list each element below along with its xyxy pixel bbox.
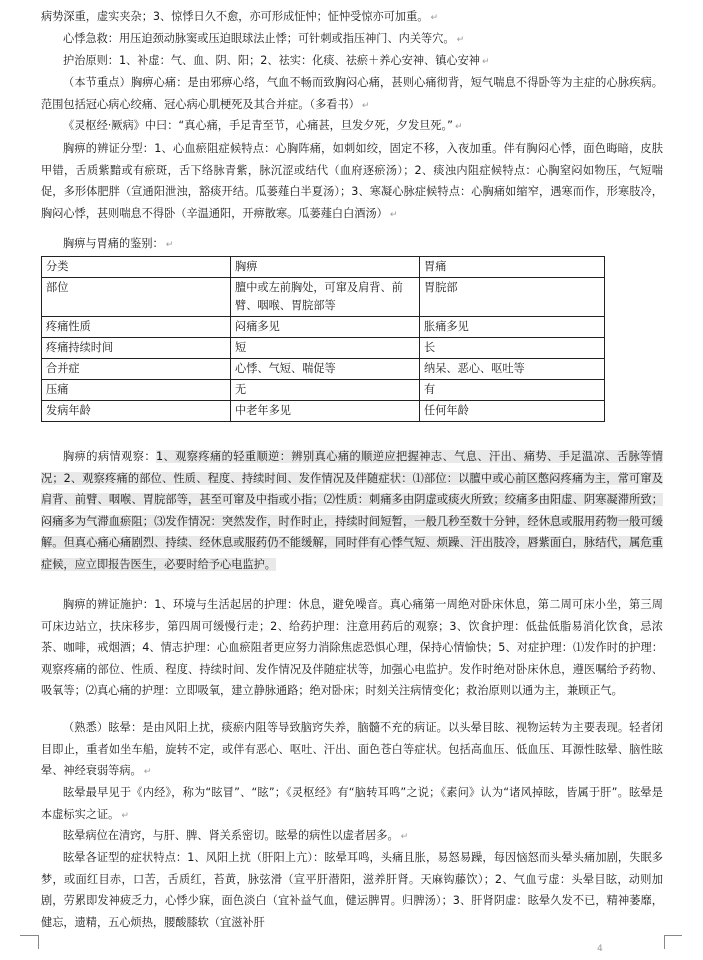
table-cell: 压痛: [42, 380, 231, 401]
paragraph-vertigo-history: 眩晕最早见于《内经》，称为“眩冒”、“眩”；《灵枢经》有“脑转耳鸣”之说；《素问》认为“诸风掉眩，皆属于肝”。眩晕是本虚标实之证。 ↵: [41, 786, 663, 821]
table-header-cell: 胃痛: [420, 257, 605, 278]
table-row: [42, 317, 605, 338]
table-cell: 任何年龄: [420, 401, 605, 422]
paragraph-vertigo: （熟悉）眩晕：是由风阳上扰，痰瘀内阻等导致脑窍失养，脑髓不充的病证。以头晕目眩、视物运转为主要表现。轻者闭目即止，重者如坐车船，旋转不定，或伴有恶心、呕吐、汗出、面色苍白等症状。包括高血压、低血压、耳源性眩晕、脑性眩晕、神经衰弱等病。 ↵: [41, 721, 663, 778]
table-row: [42, 338, 605, 359]
table-cell: 发病年龄: [42, 401, 231, 422]
paragraph-vertigo-types: 眩晕各证型的症状特点：1、风阳上扰（肝阳上亢）：眩晕耳鸣，头痛且胀，易怒易躁，每因恼怒而头晕头痛加剧，失眠多梦，或面红目赤，口苦，舌质红，苔黄，脉弦滑（宣平肝潜阳，滋养肝肾。天麻钩藤饮）；2、气血亏虚：头晕目眩，动则加剧，劳累即发神疲乏力，心悸少寐，面色淡白（宜补益气血，健运脾胃。归脾汤）；3、肝肾阴虚：眩晕久发不已，精神萎靡，健忘，遗精，五心烦热，腰酸膝软（宜滋补肝: [41, 851, 663, 929]
table-cell: 胃脘部: [420, 278, 605, 317]
table-cell: 短: [231, 338, 420, 359]
table-cell: 无: [231, 380, 420, 401]
table-cell: 疼痛性质: [42, 317, 231, 338]
comparison-table: [41, 256, 605, 422]
table-cell: 胀痛多见: [420, 317, 605, 338]
observation-body: 1、观察疼痛的轻重顺逆：辨别真心痛的顺逆应把握神志、气息、汗出、痛势、手足温凉、舌脉等情况；2、观察疼痛的部位、性质、程度、持续时间、发作情况及伴随症状：⑴部位：以膻中或心前区憋闷疼痛为主，常可窜及肩背、前臂、咽喉、胃脘部等，甚至可窜及中指或小指；⑵性质：刺痛多由阴虚或痰火所致；绞痛多由阳虚、阴寒凝滞所致；闷痛多为气滞血瘀阻；⑶发作情况：突然发作，时作时止，持续时间短暂，一般几秒至数十分钟，经休息或服用药物一般可缓解。但真心痛心痛剧烈、持续、经休息或服药仍不能缓解，同时伴有心悸气短、烦躁、汗出肢冷，唇紫面白，脉结代，属危重症候，应立即报告医生，必要时给予心电监护。: [41, 450, 663, 571]
paragraph-5: 《灵枢经·厥病》中曰：“真心痛，手足青至节，心痛甚，旦发夕死，夕发旦死。” ↵: [63, 119, 463, 132]
table-cell: 长: [420, 338, 605, 359]
page-number: 4: [597, 944, 603, 954]
table-header-cell: 分类: [42, 257, 231, 278]
paragraph-7: 胸痹与胃痛的鉴别： ↵: [63, 237, 174, 250]
paragraph-2: 心悸急救：用压迫颈动脉窦或压迫眼球法止悸；可针刺或指压神门、内关等穴。 ↵: [63, 32, 465, 45]
table-cell: 纳呆、恶心、呕吐等: [420, 359, 605, 380]
crop-mark-bottom-right-h: [664, 935, 682, 936]
paragraph-4: （本节重点）胸痹心痛：是由邪痹心络，气血不畅而致胸闷心痛，甚则心痛彻背，短气喘息不得卧等为主症的心脉疾病。范围包括冠心病心绞痛、冠心病心肌梗死及其合并症。（多看书） ↵: [41, 76, 663, 111]
table-cell: 部位: [42, 278, 231, 317]
table-cell: 有: [420, 380, 605, 401]
table-cell: 心悸、气短、喘促等: [231, 359, 420, 380]
table-header-cell: 胸痹: [231, 257, 420, 278]
table-cell: 疼痛持续时间: [42, 338, 231, 359]
crop-mark-bottom-left: [28, 935, 39, 949]
crop-mark-bottom-left-h: [20, 935, 38, 936]
table-cell: 膻中或左前胸处，可窜及肩背、前臂、咽喉、胃脘部等: [231, 278, 420, 317]
paragraph-3: 护治原则：1、补虚：气、血、阴、阳；2、祛实：化痰、祛瘀＋养心安神、镇心安神 ↵: [63, 54, 490, 67]
paragraph-nursing: 胸痹的辨证施护：1、环境与生活起居的护理：休息，避免噪音。真心痛第一周绝对卧床休息，第二周可床小坐，第三周可床边站立，扶床移步，第四周可缓慢行走；2、给药护理：注意用药后的观察；3、饮食护理：低盐低脂易消化饮食，忌浓茶、咖啡，戒烟酒；4、情志护理：心血瘀阻者更应努力消除焦虑恐惧心理，保持心情愉快；5、对症护理：⑴发作时的护理：观察疼痛的部位、性质、程度、持续时间、发作情况及伴随症状等，加强心电监护。发作时绝对卧床休息，遵医嘱给予药物、吸氧等；⑵真心痛的护理：立即吸氧，建立静脉通路；绝对卧床；时刻关注病情变化；救治原则以通为主，兼顾正气。: [41, 598, 663, 698]
paragraph-1: 病势深重，虚实夹杂；3、惊悸日久不愈，亦可形成怔忡；怔忡受惊亦可加重。 ↵: [41, 10, 439, 23]
crop-mark-bottom-right: [664, 935, 675, 949]
table-cell: 中老年多见: [231, 401, 420, 422]
table-cell: 闷痛多见: [231, 317, 420, 338]
paragraph-observation: [41, 446, 663, 576]
observation-lead: 胸痹的病情观察：: [63, 450, 156, 463]
table-row: [42, 380, 605, 401]
table-row: [42, 401, 605, 422]
table-header-row: [42, 257, 605, 278]
paragraph-vertigo-location: 眩晕病位在清窍，与肝、脾、肾关系密切。眩晕的病性以虚者居多。 ↵: [63, 829, 409, 842]
paragraph-6: 胸痹的辨证分型：1、心血瘀阻症候特点：心胸阵痛，如刺如绞，固定不移，入夜加重。伴有胸闷心悸，面色晦暗，皮肤甲错，舌质紫黯或有瘀斑，舌下络脉青紫，脉沉涩或结代（血府逐瘀汤）；2、痰浊内阻症候特点：心胸窒闷如物压，气短喘促，多形体肥胖（宣通阳泄浊，豁痰开结。瓜蒌薤白半夏汤）；3、寒凝心脉症候特点：心胸痛如缩窄，遇寒而作，形寒肢冷，胸闷心悸，甚则喘息不得卧（辛温通阳，开痹散寒。瓜蒌薤白白酒汤） ↵: [41, 142, 663, 220]
table-row: [42, 359, 605, 380]
table-row: [42, 278, 605, 317]
table-cell: 合并症: [42, 359, 231, 380]
